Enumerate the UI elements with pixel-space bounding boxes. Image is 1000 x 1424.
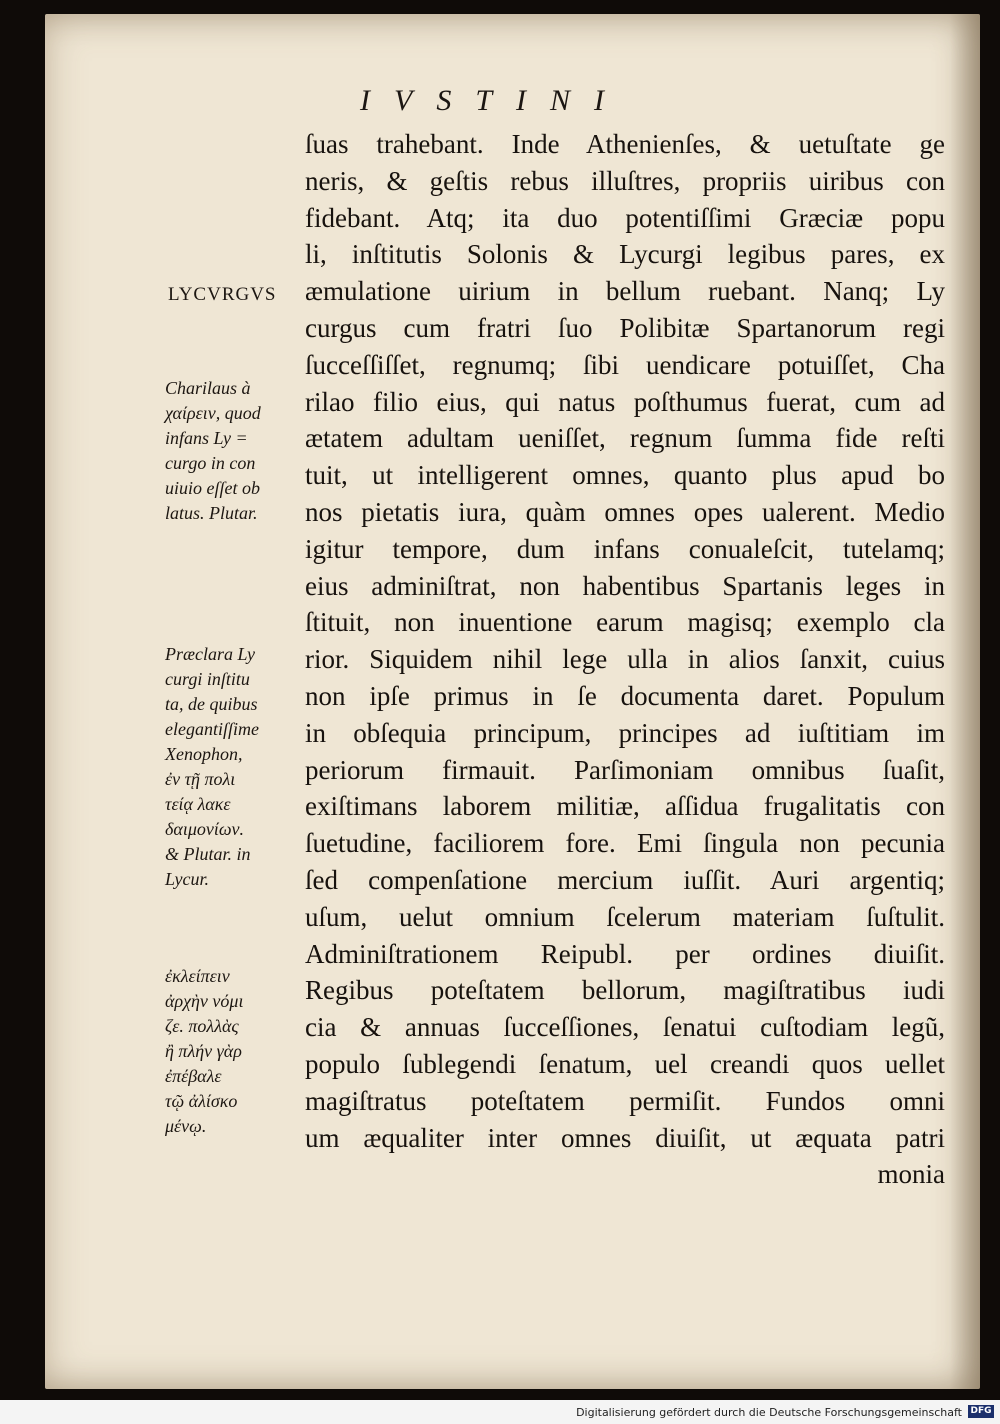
text-line: ætatem adultam ueniſſet, regnum ſumma fide reſti <box>305 423 945 454</box>
text-line: rior. Siquidem nihil lege ulla in alios ſanxit, cuius <box>305 644 945 675</box>
margin-note-line: curgo in con <box>165 453 256 473</box>
margin-note-line: ἢ πλήν γὰρ <box>165 1041 242 1061</box>
margin-note-line: elegantiſſime <box>165 719 259 739</box>
text-line: um æqualiter inter omnes diuiſit, ut æquata patri <box>305 1122 945 1153</box>
margin-note-line: τείᾳ λακε <box>165 794 231 814</box>
text-line: rilao filio eius, qui natus poſthumus fuerat, cum ad <box>305 386 945 417</box>
margin-note-line: latus. Plutar. <box>165 503 258 523</box>
margin-note-line: infans Ly = <box>165 428 248 448</box>
margin-note-praeclara <box>165 642 295 892</box>
text-line: li, inſtitutis Solonis & Lycurgi legibus pares, ex <box>305 239 945 270</box>
margin-note-line: μένῳ. <box>165 1116 207 1136</box>
marginal-heading: LYCVRGVS <box>168 284 277 305</box>
text-line: nos pietatis iura, quàm omnes opes ualerent. Medio <box>305 496 945 527</box>
margin-note-line: curgi inſtitu <box>165 669 250 689</box>
text-line: ſuetudine, faciliorem fore. Emi ſingula non pecunia <box>305 828 945 859</box>
text-line: populo ſublegendi ſenatum, uel creandi quos uellet <box>305 1048 945 1079</box>
margin-note-line: ζε. πολλὰς <box>165 1016 239 1036</box>
margin-note-line: uiuio eſſet ob <box>165 478 260 498</box>
margin-note-line: χαίρειν, quod <box>165 403 261 423</box>
main-text-block <box>305 126 945 1193</box>
text-line: curgus cum fratri ſuo Polibitæ Spartanorum regi <box>305 312 945 343</box>
funding-credit: Digitalisierung gefördert durch die Deutsche Forschungsgemeinschaft <box>576 1406 962 1419</box>
dfg-logo-icon: DFG <box>968 1405 994 1418</box>
margin-note-line: ἐπέβαλε <box>165 1066 222 1086</box>
text-line: ſucceſſiſſet, regnumq; ſibi uendicare potuiſſet, Cha <box>305 349 945 380</box>
margin-note-greek-handwritten <box>165 964 295 1139</box>
text-line: igitur tempore, dum infans conualeſcit, tutelamq; <box>305 533 945 564</box>
text-line: ſuas trahebant. Inde Athenienſes, & uetuſtate ge <box>305 129 945 159</box>
margin-note-line: δαιμονίων. <box>165 819 245 839</box>
page-gutter-shadow <box>950 14 980 1389</box>
margin-note-line: ἐκλείπειν <box>165 966 230 986</box>
text-line: æmulatione uirium in bellum ruebant. Nanq; Ly <box>305 276 945 307</box>
margin-note-line: Lycur. <box>165 869 209 889</box>
margin-note-line: τῷ ἀλίσκο <box>165 1091 238 1111</box>
text-line: neris, & geſtis rebus illuſtres, propriis uiribus con <box>305 165 945 196</box>
margin-note-line: ta, de quibus <box>165 694 258 714</box>
margin-note-line: ἀρχὴν νόμι <box>165 991 244 1011</box>
margin-note-charilaus <box>165 376 295 526</box>
text-line: in obſequia principum, principes ad iuſtitiam im <box>305 717 945 748</box>
text-line: non ipſe primus in ſe documenta daret. Populum <box>305 680 945 711</box>
margin-note-line: Xenophon, <box>165 744 243 764</box>
margin-note-line: & Plutar. in <box>165 844 251 864</box>
text-line: ſtituit, non inuentione earum magisq; exemplo cla <box>305 607 945 638</box>
margin-note-line: Charilaus à <box>165 378 251 398</box>
running-head: IVSTINI <box>360 84 628 117</box>
margin-note-line: ἐν τῇ πολι <box>165 769 236 789</box>
text-line: magiſtratus poteſtatem permiſit. Fundos omni <box>305 1085 945 1116</box>
margin-note-line: Præclara Ly <box>165 644 255 664</box>
text-line: ſed compenſatione mercium iuſſit. Auri argentiq; <box>305 864 945 895</box>
text-line: exiſtimans laborem militiæ, aſſidua frugalitatis con <box>305 791 945 822</box>
text-line-catchword: monia <box>877 1159 945 1190</box>
text-line: uſum, uelut omnium ſcelerum materiam ſuſtulit. <box>305 901 945 932</box>
text-line: Adminiſtrationem Reipubl. per ordines diuiſit. <box>305 938 945 969</box>
text-line: fidebant. Atq; ita duo potentiſſimi Græciæ popu <box>305 202 945 233</box>
text-line: periorum firmauit. Parſimoniam omnibus ſuaſit, <box>305 754 945 785</box>
text-line: eius adminiſtrat, non habentibus Spartanis leges in <box>305 570 945 601</box>
text-line: Regibus poteſtatem bellorum, magiſtratibus iudi <box>305 975 945 1006</box>
text-line: cia & annuas ſucceſſiones, ſenatui cuſtodiam legũ, <box>305 1012 945 1043</box>
text-line: tuit, ut intelligerent omnes, quanto plus apud bo <box>305 460 945 491</box>
